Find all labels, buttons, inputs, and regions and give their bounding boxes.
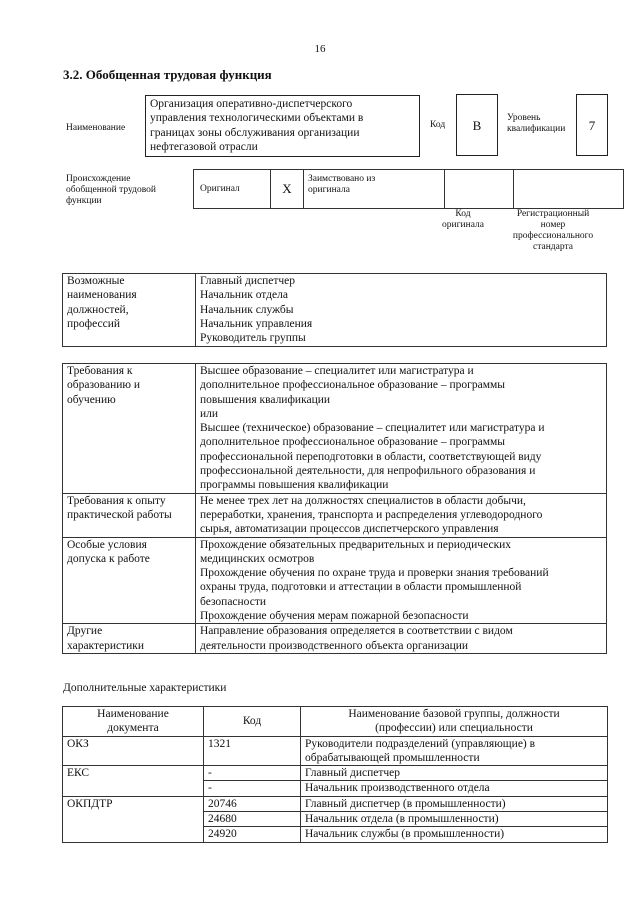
positions-list bbox=[196, 274, 607, 347]
requirement-line: Прохождение обязательных предварительных и периодических bbox=[200, 538, 512, 551]
code-cell: 1321 bbox=[204, 736, 301, 766]
function-name-line: границах зоны обслуживания организации bbox=[150, 126, 360, 139]
requirement-line: медицинских осмотров bbox=[200, 552, 315, 565]
table-row bbox=[63, 781, 608, 796]
requirement-label-line: характеристики bbox=[67, 639, 145, 652]
table-row bbox=[63, 736, 608, 766]
requirement-line: Прохождение обучения мерам пожарной безопасности bbox=[200, 610, 469, 623]
requirement-content bbox=[196, 364, 607, 494]
requirement-label-line: Особые условия bbox=[67, 538, 147, 551]
requirements-table bbox=[62, 363, 607, 654]
position-item: Начальник управления bbox=[200, 317, 313, 330]
requirement-line: повышения квалификации bbox=[200, 393, 331, 406]
doc-cell: ОКПДТР bbox=[63, 796, 204, 811]
code-cell: - bbox=[204, 781, 301, 796]
requirement-row bbox=[63, 364, 607, 494]
code-caption-line: оригинала bbox=[442, 220, 484, 230]
reg-caption-line: профессионального bbox=[512, 231, 594, 241]
header-group-line: (профессии) или специальности bbox=[375, 722, 533, 735]
positions-table bbox=[62, 273, 607, 347]
requirement-line: Высшее образование – специалитет или магистратура и bbox=[200, 365, 474, 377]
requirement-line: профессиональной переподготовки в области, соответствующей виду bbox=[200, 450, 542, 463]
requirement-line: дополнительное профессиональное образование – программы bbox=[200, 436, 505, 449]
requirement-content bbox=[196, 537, 607, 624]
code-value: B bbox=[456, 94, 498, 156]
doc-cell bbox=[63, 781, 204, 796]
code-caption bbox=[430, 209, 496, 231]
original-code-cell bbox=[445, 170, 514, 209]
code-caption-line: Код bbox=[455, 209, 471, 219]
requirement-line: Направление образования определяется в соответствии с видом bbox=[200, 625, 513, 638]
requirement-label-line: Другие bbox=[67, 625, 103, 638]
requirement-line: безопасности bbox=[200, 595, 267, 608]
requirement-content bbox=[196, 624, 607, 654]
requirement-line: или bbox=[200, 407, 219, 420]
borrowed-line: Заимствовано из bbox=[308, 174, 376, 184]
requirement-label-line: Требования к bbox=[67, 365, 133, 377]
header-code: Код bbox=[204, 707, 301, 737]
requirement-label-line: образованию и bbox=[67, 379, 140, 392]
origin-label-line: Происхождение bbox=[66, 174, 131, 184]
header-group-line: Наименование базовой группы, должности bbox=[348, 708, 560, 720]
group-cell: Начальник службы (в промышленности) bbox=[301, 827, 608, 842]
table-row bbox=[63, 827, 608, 842]
header-doc-line: документа bbox=[107, 722, 159, 735]
requirement-line: Не менее трех лет на должностях специалистов в области добычи, bbox=[200, 494, 526, 507]
page-number: 16 bbox=[314, 43, 326, 55]
requirement-line: деятельности производственного объекта организации bbox=[200, 639, 469, 652]
group-cell: Главный диспетчер bbox=[301, 766, 608, 781]
requirement-label bbox=[63, 624, 196, 654]
requirement-line: сырья, автоматизации процессов диспетчерского управления bbox=[200, 523, 499, 536]
function-name-line: управления технологическими объектами в bbox=[150, 112, 364, 125]
positions-label bbox=[63, 274, 196, 347]
requirement-label-line: обучению bbox=[67, 393, 116, 406]
requirement-label-line: допуска к работе bbox=[67, 552, 150, 565]
additional-title: Дополнительные характеристики bbox=[63, 682, 227, 694]
position-item: Руководитель группы bbox=[200, 332, 306, 345]
requirement-label-line: Требования к опыту bbox=[67, 494, 166, 507]
original-mark: X bbox=[271, 170, 304, 209]
header-doc-line: Наименование bbox=[97, 708, 169, 720]
position-item: Начальник отдела bbox=[200, 289, 288, 302]
name-label: Наименование bbox=[66, 123, 126, 133]
additional-table bbox=[62, 706, 608, 843]
requirement-row bbox=[63, 624, 607, 654]
additional-header-row bbox=[63, 707, 608, 737]
level-label bbox=[507, 113, 565, 135]
requirement-content bbox=[196, 493, 607, 537]
origin-label bbox=[66, 174, 156, 207]
borrowed-label bbox=[304, 170, 445, 209]
positions-label-line: Возможные bbox=[67, 275, 125, 287]
group-cell: Начальник производственного отдела bbox=[301, 781, 608, 796]
group-cell bbox=[301, 736, 608, 766]
requirement-line: охраны труда, подготовки и аттестации в области промышленной bbox=[200, 581, 522, 594]
requirement-row bbox=[63, 493, 607, 537]
function-name-line: Организация оперативно-диспетчерского bbox=[150, 98, 353, 110]
requirement-line: профессиональной деятельности, для непрофильного образования и bbox=[200, 465, 536, 478]
origin-label-line: обобщенной трудовой bbox=[66, 185, 156, 195]
code-cell: 20746 bbox=[204, 796, 301, 811]
level-value: 7 bbox=[576, 94, 608, 156]
table-row bbox=[63, 796, 608, 811]
doc-cell: ЕКС bbox=[63, 766, 204, 781]
origin-table bbox=[193, 169, 624, 209]
header-doc-name bbox=[63, 707, 204, 737]
function-name-line: нефтегазовой отрасли bbox=[150, 140, 258, 153]
reg-caption-line: номер bbox=[540, 220, 566, 230]
level-label-line: Уровень bbox=[507, 113, 541, 123]
doc-cell bbox=[63, 827, 204, 842]
group-cell: Главный диспетчер (в промышленности) bbox=[301, 796, 608, 811]
reg-caption-line: стандарта bbox=[533, 242, 573, 252]
code-cell: 24680 bbox=[204, 812, 301, 827]
code-cell: - bbox=[204, 766, 301, 781]
function-name-box bbox=[145, 95, 420, 157]
positions-label-line: профессий bbox=[67, 317, 121, 330]
requirement-row bbox=[63, 537, 607, 624]
group-line: обрабатывающей промышленности bbox=[305, 751, 480, 764]
level-label-line: квалификации bbox=[507, 124, 566, 134]
doc-cell bbox=[63, 812, 204, 827]
borrowed-line: оригинала bbox=[308, 185, 350, 195]
positions-label-line: наименования bbox=[67, 289, 137, 302]
group-cell: Начальник отдела (в промышленности) bbox=[301, 812, 608, 827]
reg-number-cell bbox=[514, 170, 624, 209]
requirement-line: Прохождение обучения по охране труда и проверки знания требований bbox=[200, 567, 549, 580]
table-row bbox=[63, 766, 608, 781]
requirement-label bbox=[63, 537, 196, 624]
requirement-label bbox=[63, 493, 196, 537]
reg-caption-line: Регистрационный bbox=[516, 209, 590, 219]
requirement-line: программы повышения квалификации bbox=[200, 479, 389, 492]
code-label: Код bbox=[430, 120, 446, 130]
positions-label-line: должностей, bbox=[67, 303, 129, 316]
code-cell: 24920 bbox=[204, 827, 301, 842]
table-row bbox=[63, 812, 608, 827]
requirement-line: Высшее (техническое) образование – специалитет или магистратура и bbox=[200, 422, 545, 435]
doc-cell: ОКЗ bbox=[63, 736, 204, 766]
requirement-label bbox=[63, 364, 196, 494]
origin-label-line: функции bbox=[66, 196, 102, 206]
requirement-label-line: практической работы bbox=[67, 508, 172, 521]
header-group-name bbox=[301, 707, 608, 737]
position-item: Начальник службы bbox=[200, 303, 294, 316]
original-label: Оригинал bbox=[194, 170, 271, 209]
requirement-line: дополнительное профессиональное образование – программы bbox=[200, 379, 505, 392]
section-title: 3.2. Обобщенная трудовая функция bbox=[63, 67, 272, 82]
reg-caption bbox=[497, 209, 609, 253]
group-line: Руководители подразделений (управляющие) в bbox=[305, 737, 536, 750]
position-item: Главный диспетчер bbox=[200, 275, 295, 287]
requirement-line: переработки, хранения, транспорта и распределения углеводородного bbox=[200, 508, 543, 521]
